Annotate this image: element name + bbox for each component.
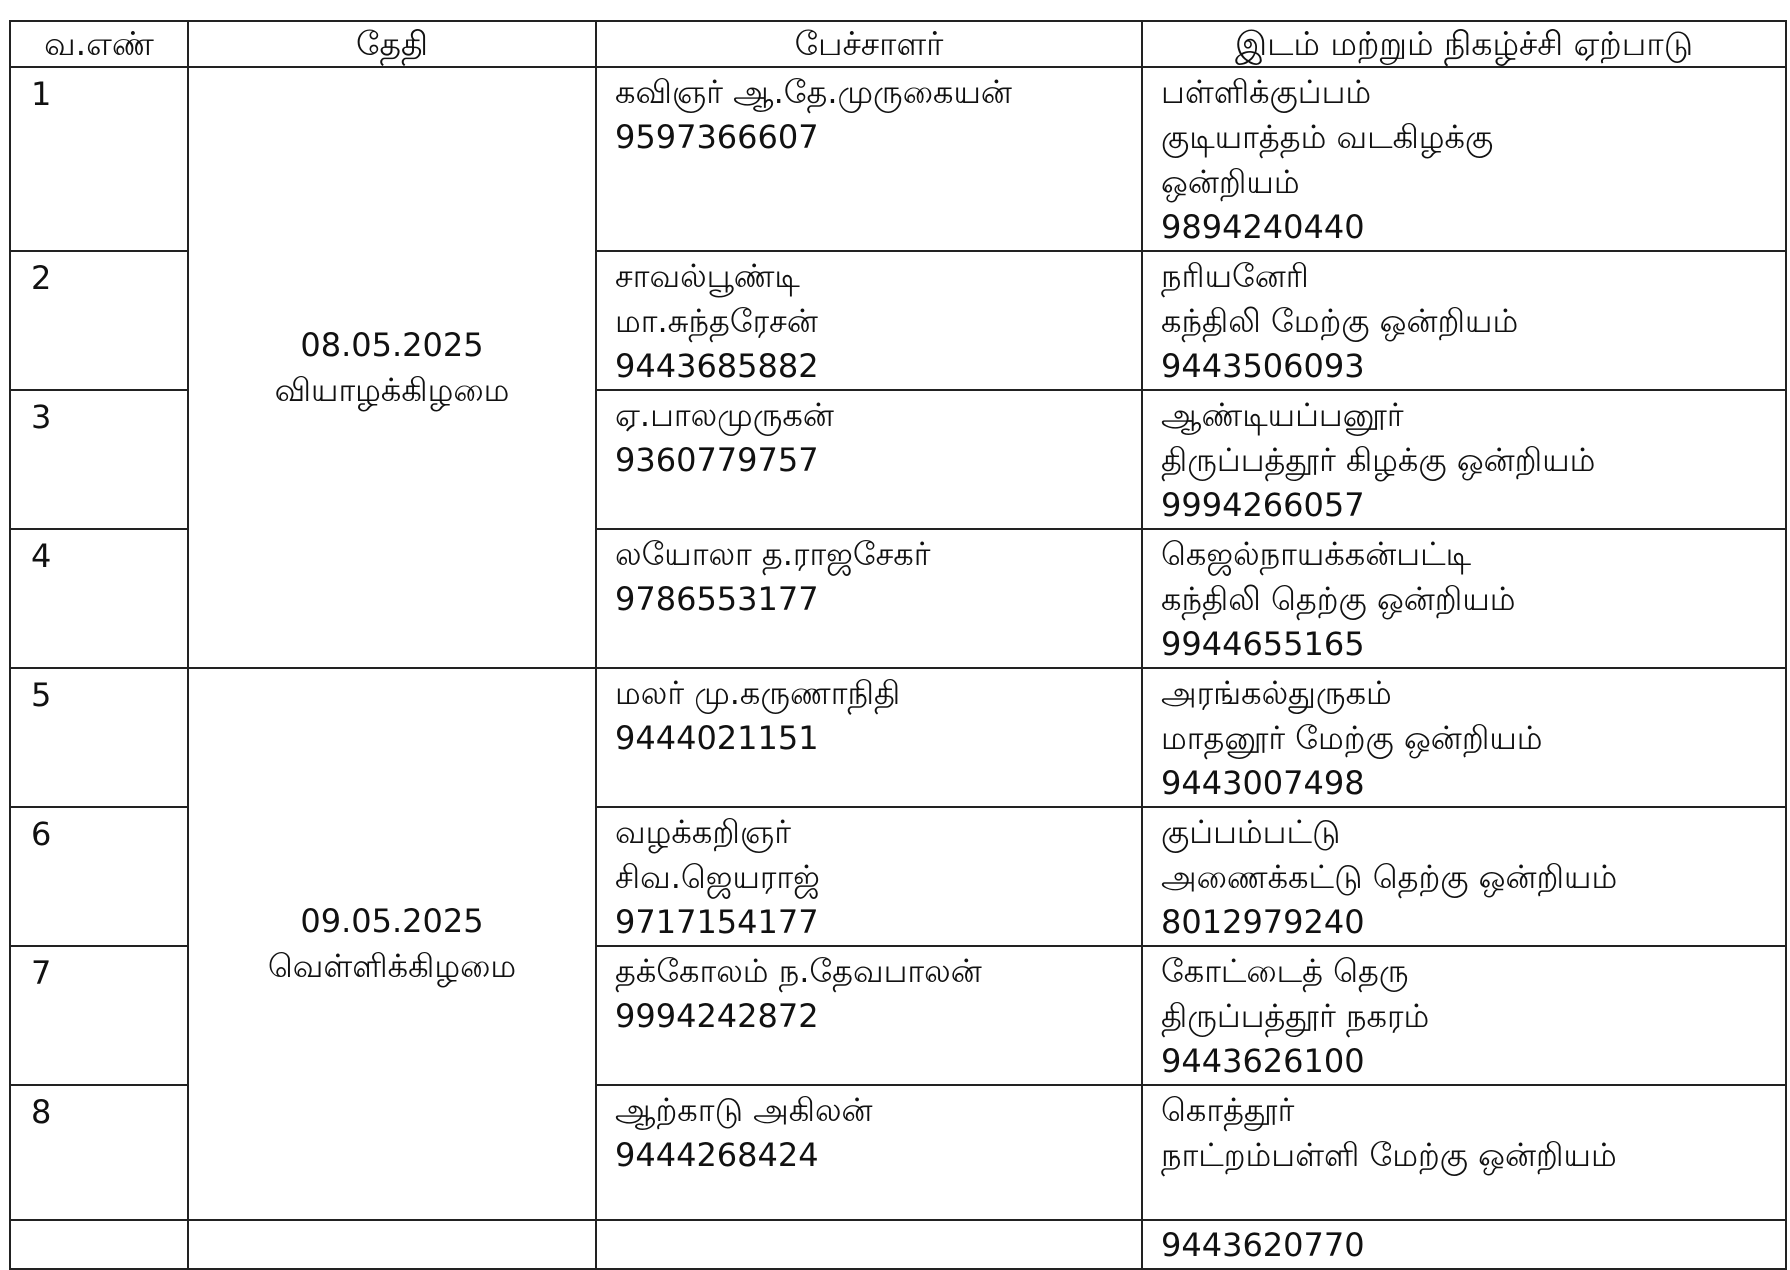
venue-line: 9443626100 <box>1161 1042 1365 1080</box>
header-row <box>10 21 1786 67</box>
venue-line: பள்ளிக்குப்பம் <box>1161 73 1372 111</box>
speaker-line: தக்கோலம் ந.தேவபாலன் <box>615 952 982 990</box>
venue-cell <box>1142 390 1786 529</box>
schedule-body <box>10 67 1786 1269</box>
speaker-line: ஏ.பாலமுருகன் <box>615 396 834 434</box>
header-speaker: பேச்சாளர் <box>596 21 1142 67</box>
date-cell <box>188 67 596 668</box>
sn-cell <box>10 1220 188 1269</box>
speaker-cell <box>596 668 1142 807</box>
serial-number-cell: 6 <box>10 807 188 946</box>
speaker-line: 9444268424 <box>615 1136 819 1174</box>
speaker-line: சிவ.ஜெயராஜ் <box>615 858 820 896</box>
venue-cell <box>1142 67 1786 251</box>
venue-line: திருப்பத்தூர் கிழக்கு ஒன்றியம் <box>1161 441 1596 479</box>
venue-line: கோட்டைத் தெரு <box>1161 952 1409 990</box>
serial-number-cell: 4 <box>10 529 188 668</box>
venue-cell <box>1142 251 1786 390</box>
speaker-line: 9786553177 <box>615 580 819 618</box>
table-row <box>10 668 1786 807</box>
venue-line: 8012979240 <box>1161 903 1365 941</box>
venue-line: குப்பம்பட்டு <box>1161 813 1341 851</box>
speaker-cell <box>596 529 1142 668</box>
event-day: வியாழக்கிழமை <box>274 370 510 409</box>
speaker-line: ஆற்காடு அகிலன் <box>615 1091 873 1129</box>
speaker-cell <box>596 1085 1142 1220</box>
venue-line: 9443620770 <box>1161 1226 1365 1264</box>
speaker-line: 9597366607 <box>615 118 819 156</box>
serial-number-cell: 8 <box>10 1085 188 1220</box>
speaker-line: 9360779757 <box>615 441 819 479</box>
venue-line: 9944655165 <box>1161 625 1365 663</box>
venue-line: திருப்பத்தூர் நகரம் <box>1161 997 1430 1035</box>
venue-line: 9443007498 <box>1161 764 1365 802</box>
venue-line: 9994266057 <box>1161 486 1365 524</box>
venue-line: கெஜல்நாயக்கன்பட்டி <box>1161 535 1472 573</box>
serial-number-cell: 2 <box>10 251 188 390</box>
venue-line: நரியனேரி <box>1161 257 1309 295</box>
table-row-partial <box>10 1220 1786 1269</box>
event-date: 09.05.2025 <box>300 902 484 940</box>
speaker-cell <box>596 946 1142 1085</box>
speaker-cell <box>596 390 1142 529</box>
table-row <box>10 67 1786 251</box>
event-day: வெள்ளிக்கிழமை <box>267 947 517 985</box>
venue-cell <box>1142 807 1786 946</box>
speaker-line: 9444021151 <box>615 719 819 757</box>
speaker-line: லயோலா த.ராஜசேகர் <box>615 535 931 573</box>
speaker-cell <box>596 67 1142 251</box>
venue-line: மாதனூர் மேற்கு ஒன்றியம் <box>1161 719 1543 757</box>
speaker-line: 9994242872 <box>615 997 819 1035</box>
speaker-cell <box>596 251 1142 390</box>
speaker-cell <box>596 807 1142 946</box>
speaker-line: மா.சுந்தரேசன் <box>615 302 818 340</box>
venue-line: அரங்கல்துருகம் <box>1161 674 1392 712</box>
speaker-line: கவிஞர் ஆ.தே.முருகையன் <box>615 73 1012 111</box>
venue-line: 9443506093 <box>1161 347 1365 385</box>
serial-number-cell: 5 <box>10 668 188 807</box>
serial-number-cell: 3 <box>10 390 188 529</box>
venue-line: ஆண்டியப்பனூர் <box>1161 396 1404 434</box>
venue-cell <box>1142 668 1786 807</box>
venue-line: கந்திலி தெற்கு ஒன்றியம் <box>1161 580 1516 618</box>
speaker-line: 9717154177 <box>615 903 819 941</box>
header-venue-organizer: இடம் மற்றும் நிகழ்ச்சி ஏற்பாடு <box>1142 21 1786 67</box>
date-cell <box>188 1220 596 1269</box>
speaker-line: வழக்கறிஞர் <box>615 813 791 851</box>
speaker-cell <box>596 1220 1142 1269</box>
speaker-line: 9443685882 <box>615 347 819 385</box>
date-cell <box>188 668 596 1220</box>
venue-cell <box>1142 946 1786 1085</box>
venue-line: குடியாத்தம் வடகிழக்கு <box>1161 118 1494 156</box>
speaker-line: சாவல்பூண்டி <box>615 257 800 295</box>
venue-line: அணைக்கட்டு தெற்கு ஒன்றியம் <box>1161 858 1618 896</box>
venue-cell <box>1142 529 1786 668</box>
serial-number-cell: 7 <box>10 946 188 1085</box>
venue-cell <box>1142 1220 1786 1269</box>
venue-line: 9894240440 <box>1161 208 1365 246</box>
speaker-line: மலர் மு.கருணாநிதி <box>615 674 901 712</box>
event-date: 08.05.2025 <box>300 325 484 364</box>
venue-line: நாட்றம்பள்ளி மேற்கு ஒன்றியம் <box>1161 1136 1617 1174</box>
venue-line: கொத்தூர் <box>1161 1091 1295 1129</box>
venue-line: ஒன்றியம் <box>1161 163 1300 201</box>
header-serial-number: வ.எண் <box>10 21 188 67</box>
header-date: தேதி <box>188 21 596 67</box>
schedule-table <box>9 20 1787 1270</box>
venue-line: கந்திலி மேற்கு ஒன்றியம் <box>1161 302 1519 340</box>
venue-cell <box>1142 1085 1786 1220</box>
serial-number-cell: 1 <box>10 67 188 251</box>
